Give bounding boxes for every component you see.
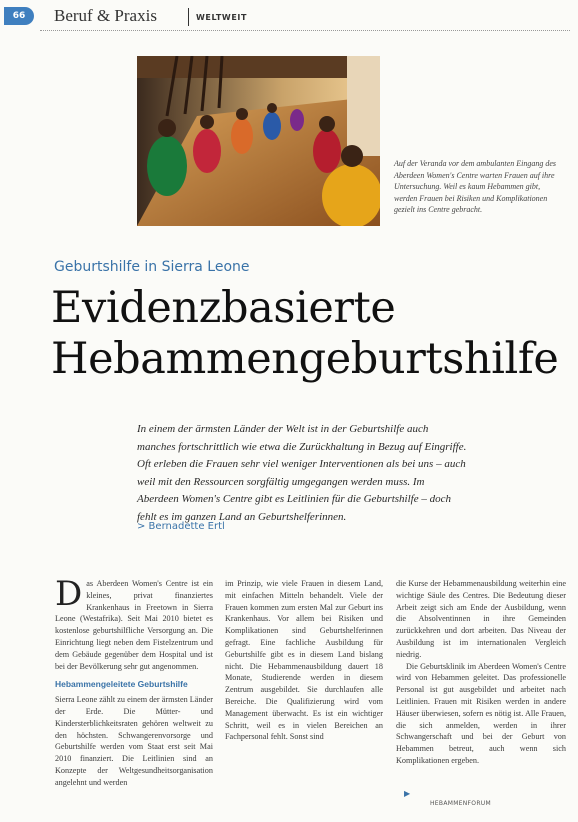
article-kicker: Geburtshilfe in Sierra Leone xyxy=(54,259,250,275)
header-rule xyxy=(40,30,570,31)
section-title: Beruf & Praxis xyxy=(54,6,157,25)
article-headline xyxy=(51,283,571,385)
article-lead: In einem der ärmsten Länder der Welt ist in der Geburtshilfe auch manches fortschrittlich wie etwa die Zurückhaltung in Bezug auf Eingriffe. Oft erleben die Frauen sehr viel weniger Interventionen als bei uns – auch weil mit den Ressourcen sorgfältig umgegangen werden muss. Im Aberdeen Women's Centre gibt es Leitlinien für die Geburtshilfe – doch fehlt es im ganzen Land an Geburtshelferinnen. xyxy=(137,423,467,523)
page-footer: HEBAMMENFORUM xyxy=(430,800,491,807)
body-paragraph: as Aberdeen Women's Centre ist ein kleines, privat finanziertes Krankenhaus in Freetown in Sierra Leone (Westafrika). Seit Mai 2010 bietet es kostenlose geburtshilfliche Versorgung an. Die Einrichtung liegt neben dem Fistelzentrum und dem Gebäude gegenüber dem Hospital und ist bei der Bevölkerung sehr gut angenommen. xyxy=(55,579,213,671)
article-photo xyxy=(137,56,380,226)
subsection-title: WELTWEIT xyxy=(196,13,248,22)
body-column-3 xyxy=(396,578,566,767)
page-number: 66 xyxy=(4,7,34,25)
body-paragraph: Die Geburtsklinik im Aberdeen Women's Centre wird von Hebammen geleitet. Das professionelle Personal ist gut ausgebildet und arbeitet nach Leitlinien. Frauen mit Risiken werden in andere Häuser überwiesen, sofern es nötig ist. Alle Frauen, die sich anmelden, werden in ihrer Schwangerschaft und bei der Geburt von Hebammen betreut, auch wenn sich Komplikationen ergeben. xyxy=(396,661,566,765)
body-column-1 xyxy=(55,574,213,789)
headline-line-2: Hebammengeburtshilfe xyxy=(51,334,559,384)
body-paragraph: im Prinzip, wie viele Frauen in diesem Land, mit einfachen Mitteln behandelt. Viele der Frauen kommen zum ersten Mal zur Geburt ins Krankenhaus. Vor allem bei Risiken und Komplikationen sind Geburtshelferinnen gefragt. Eine fachliche Ausbildung für Geburtshilfe gibt es in diesem Land bislang nicht. Die Hebammenausbildung dauert 18 Monate, Studierende werden in diesem Zentrum ausgebildet. Sie durchlaufen alle Bereiche. Die Qualifizierung wird vom Management überwacht. Es ist ein wichtiger Schritt, weil es in vielen Bereichen an Fachpersonal fehlt. Sonst sind xyxy=(225,579,383,742)
header-separator xyxy=(188,8,189,26)
drop-cap: D xyxy=(55,574,83,614)
body-column-2 xyxy=(225,578,383,743)
photo-caption: Auf der Veranda vor dem ambulanten Eingang des Aberdeen Women's Centre warten Frauen auf ihre Untersuchung. Weil es kaum Hebammen gibt, werden Frauen bei Risiken und Komplikationen gezielt ins Centre gebracht. xyxy=(394,159,556,214)
body-subheading: Hebammengeleitete Geburtshilfe xyxy=(55,679,188,690)
body-paragraph: Sierra Leone zählt zu einem der ärmsten Länder der Erde. Die Mütter- und Kindersterblichkeitsraten gehören weltweit zu den höchsten. Schwangerenvorsorge und Geburtshilfe werden vom Staat erst seit Mai 2010 finanziert. Die Leitlinien sind an Konzepte der Weltgesundheitsorganisation angelehnt und werden xyxy=(55,695,213,787)
photo-illustration xyxy=(137,56,380,226)
headline-line-1: Evidenzbasierte xyxy=(51,283,396,333)
body-paragraph: die Kurse der Hebammenausbildung weiterhin eine wichtige Säule des Centres. Die Bedeutung dieser Arbeit zeigt sich am Ende der Ausbildung, wenn die Absolventinnen in ihre Gemeinden zurückkehren und dort arbeiten. Das Niveau der Ausbildung ist im internationalen Vergleich niedrig. xyxy=(396,579,566,659)
continue-arrow-icon: ▶ xyxy=(404,789,411,798)
article-author: > Bernadette Ertl xyxy=(137,521,225,532)
